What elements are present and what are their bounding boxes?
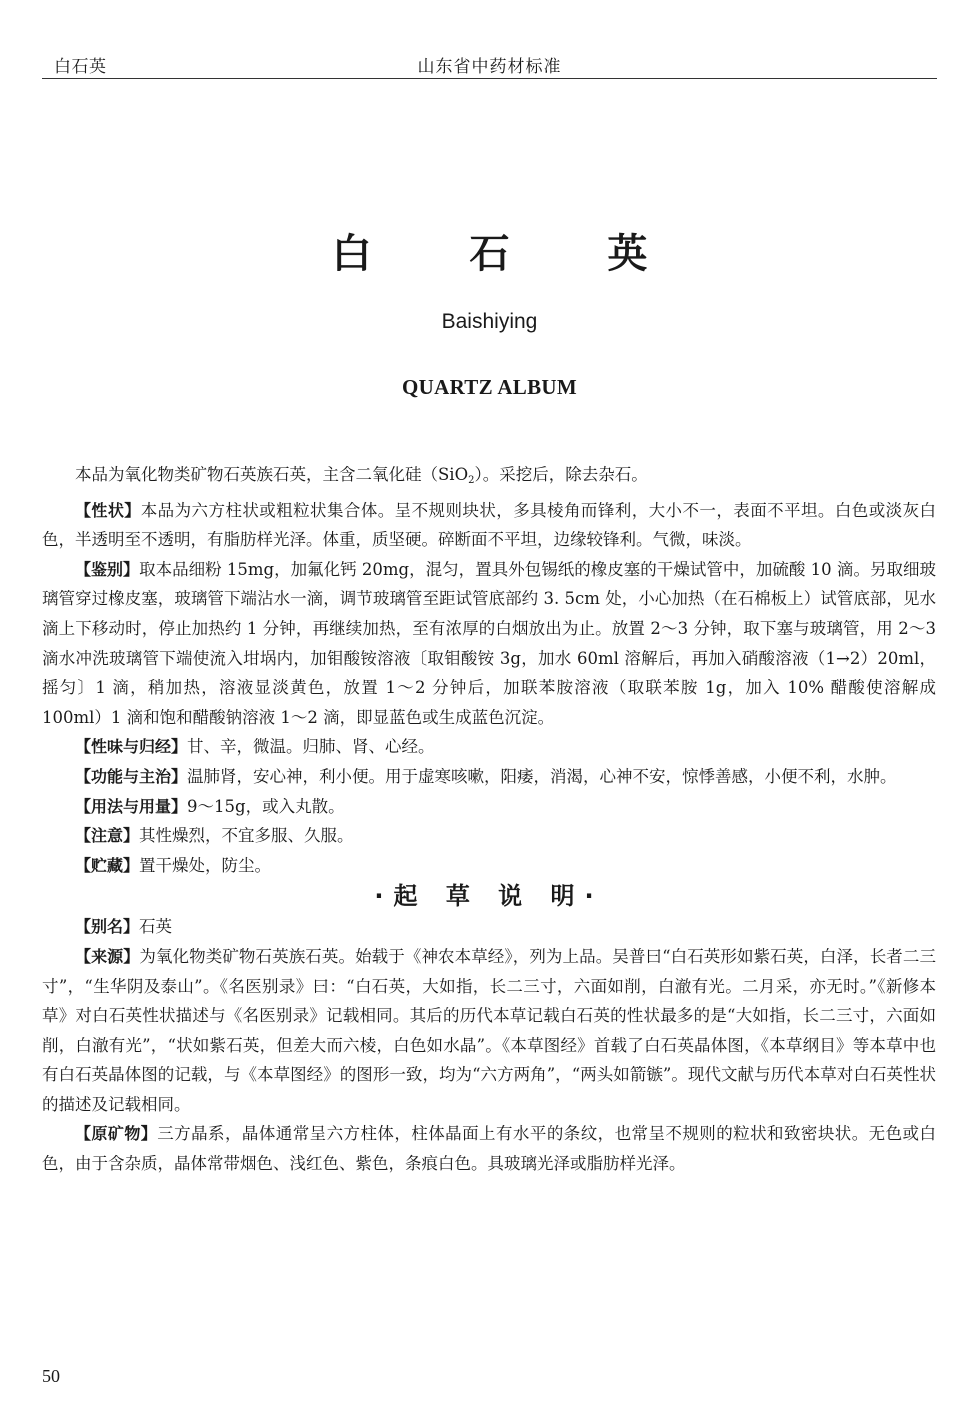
section-tag: 【原矿物】 [75, 1124, 158, 1144]
header-book-title: 山东省中药材标准 [417, 57, 562, 77]
drafting-alias [42, 912, 936, 942]
section-tag: 【功能与主治】 [75, 766, 188, 786]
section-text: 石英 [139, 917, 173, 937]
section-identification [42, 555, 936, 733]
drafting-mineral [42, 1119, 936, 1178]
section-text: 为氧化物类矿物石英族石英。始载于《神农本草经》，列为上品。吴普曰“白石英形如紫石英，白泽，长者二三寸”，“生华阴及泰山”。《名医别录》曰：“白石英，大如指，长二三寸，六面如削，白澈有光。二月采，亦无时。”《新修本草》对白石英性状描述与《名医别录》记载相同。其后的历代本草记载白石英的性状最多的是“大如指，长二三寸，六面如削，白澈有光”，“状如紫石英，但差大而六棱，白色如水晶”。《本草图经》首载了白石英晶体图，《本草纲目》等本草中也有白石英晶体图的记载，与《本草图经》的图形一致，均为“六方两角”，“两头如箭镞”。现代文献与历代本草对白石英性状的描述及记载相同。 [42, 946, 936, 1114]
intro-paragraph: 本品为氧化物类矿物石英族石英，主含二氧化硅（SiO$_2$）。采挖后，除去杂石。 [75, 465, 648, 486]
section-text: 三方晶系，晶体通常呈六方柱体，柱体晶面上有水平的条纹，也常呈不规则的粒状和致密块状。无色或白色，由于含杂质，晶体常带烟色、浅红色、紫色，条痕白色。具玻璃光泽或脂肪样光泽。 [42, 1124, 936, 1174]
section-tag: 【性状】 [75, 500, 141, 520]
page-number: 50 [42, 1366, 60, 1386]
drafting-source [42, 942, 936, 1120]
section-tag: 【贮藏】 [75, 855, 140, 875]
section-tag: 【注意】 [75, 826, 140, 846]
section-caution [42, 821, 936, 851]
page-title: 白 石 英 [331, 231, 690, 277]
latin-name: QUARTZ ALBUM [402, 375, 577, 399]
section-text: 本品为六方柱状或粗粒状集合体。呈不规则块状，多具棱角而锋利，大小不一，表面不平坦。白色或淡灰白色，半透明至不透明，有脂肪样光泽。体重，质坚硬。碎断面不平坦，边缘较锋利。气微，味淡。 [42, 500, 936, 550]
section-text: 甘、辛，微温。归肺、肾、心经。 [187, 737, 435, 757]
pinyin-name: Baishiying [441, 310, 538, 333]
section-text: 温肺肾，安心神，利小便。用于虚寒咳嗽，阳痿，消渴，心神不安，惊悸善感，小便不利，水肿。 [187, 766, 897, 786]
section-nature-meridian [42, 732, 936, 762]
section-storage [42, 851, 936, 881]
section-tag: 【来源】 [75, 946, 140, 966]
section-tag: 【别名】 [75, 917, 140, 937]
section-tag: 【性味与归经】 [75, 737, 188, 757]
drafting-notes-heading: ·起 草 说 明· [374, 882, 604, 911]
section-dosage [42, 792, 936, 822]
section-text: 取本品细粉 15mg，加氟化钙 20mg，混匀，置具外包锡纸的橡皮塞的干燥试管中，加硫酸 10 滴。另取细玻璃管穿过橡皮塞，玻璃管下端沾水一滴，调节玻璃管至距试管底部约 3. 5cm 处，小心加热（在石棉板上）试管底部，见水滴上下移动时，停止加热约 1 分钟，再继续加热，至有浓厚的白烟放出为止。放置 2～3 分钟，取下塞与玻璃管，用 2～3 滴水冲洗玻璃管下端使流入坩埚内，加钼酸铵溶液〔取钼酸铵 3g，加水 60ml 溶解后，再加入硝酸溶液（1→2）20ml，摇匀〕1 滴，稍加热，溶液显淡黄色，放置 1～2 分钟后，加联苯胺溶液（取联苯胺 1g，加入 10% 醋酸使溶解成 100ml）1 滴和饱和醋酸钠溶液 1～2 滴，即显蓝色或生成蓝色沉淀。 [42, 559, 936, 727]
section-text: 其性燥烈，不宜多服、久服。 [139, 826, 354, 846]
section-description [42, 496, 936, 555]
section-tag: 【鉴别】 [75, 559, 140, 579]
header-drug-name: 白石英 [54, 57, 107, 77]
monograph-body [42, 460, 936, 1179]
section-tag: 【用法与用量】 [75, 796, 188, 816]
section-text: 9～15g，或入丸散。 [187, 796, 345, 816]
section-function-indication [42, 762, 936, 792]
running-header [42, 48, 937, 79]
section-text: 置干燥处，防尘。 [139, 855, 272, 875]
